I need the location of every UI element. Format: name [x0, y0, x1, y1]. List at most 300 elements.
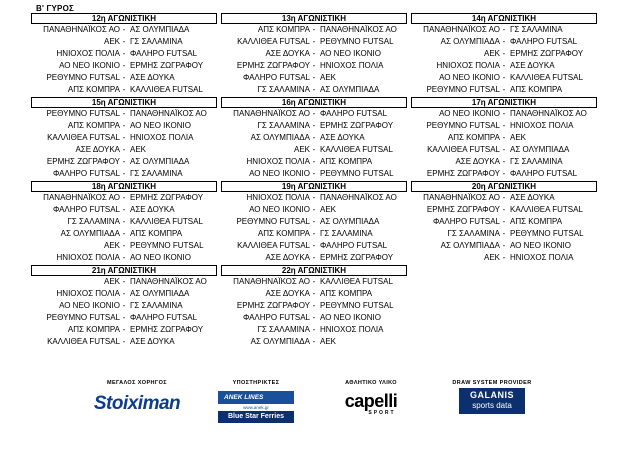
- away-team: ΦΑΛΗΡΟ FUTSAL: [320, 109, 388, 118]
- match-row: [31, 144, 217, 156]
- away-team: ΠΑΝΑΘΗΝΑΪΚΟΣ ΑΟ: [130, 109, 207, 118]
- match-row: [411, 204, 597, 216]
- away-team: ΦΑΛΗΡΟ FUTSAL: [510, 37, 578, 46]
- match-row: [411, 192, 597, 204]
- away-team: ΦΑΛΗΡΟ FUTSAL: [510, 169, 578, 178]
- match-separator: -: [122, 169, 126, 178]
- matchday-block: [31, 13, 217, 96]
- match-row: [31, 228, 217, 240]
- matchday-title: 21η ΑΓΩΝΙΣΤΙΚΗ: [31, 265, 217, 276]
- match-separator: -: [312, 217, 316, 226]
- match-row: [31, 72, 217, 84]
- away-team: ΕΡΜΗΣ ΖΩΓΡΑΦΟΥ: [510, 49, 584, 58]
- match-separator: -: [502, 85, 506, 94]
- home-team: ΠΑΝΑΘΗΝΑΪΚΟΣ ΑΟ: [43, 25, 120, 34]
- away-team: ΦΑΛΗΡΟ FUTSAL: [320, 241, 388, 250]
- away-team: ΡΕΘΥΜΝΟ FUTSAL: [130, 241, 204, 250]
- match-separator: -: [122, 49, 126, 58]
- away-team: ΕΡΜΗΣ ΖΩΓΡΑΦΟΥ: [320, 121, 394, 130]
- match-separator: -: [312, 205, 316, 214]
- home-team: ΓΣ ΣΑΛΑΜΙΝΑ: [257, 325, 310, 334]
- match-row: [221, 240, 407, 252]
- home-team: ΑΠΣ ΚΟΜΠΡΑ: [257, 229, 310, 238]
- match-separator: -: [122, 241, 126, 250]
- home-team: ΗΝΙΟΧΟΣ ΠΟΛΙΑ: [56, 289, 120, 298]
- supporters-caption: ΥΠΟΣΤΗΡΙΚΤΕΣ: [232, 380, 280, 386]
- home-team: ΑΣΕ ΔΟΥΚΑ: [455, 157, 500, 166]
- home-team: ΑΟ ΝΕΟ ΙΚΟΝΙΟ: [59, 61, 120, 70]
- away-team: ΑΟ ΝΕΟ ΙΚΟΝΙΟ: [510, 241, 571, 250]
- home-team: ΕΡΜΗΣ ΖΩΓΡΑΦΟΥ: [426, 169, 500, 178]
- matchday-block: [31, 181, 217, 264]
- away-team: ΑΕΚ: [320, 73, 337, 82]
- home-team: ΑΣΕ ΔΟΥΚΑ: [265, 49, 310, 58]
- home-team: ΓΣ ΣΑΛΑΜΙΝΑ: [257, 121, 310, 130]
- away-team: ΑΣ ΟΛΥΜΠΙΑΔΑ: [130, 289, 190, 298]
- matchday-block: [31, 265, 217, 348]
- home-team: ΠΑΝΑΘΗΝΑΪΚΟΣ ΑΟ: [423, 193, 500, 202]
- match-row: [31, 324, 217, 336]
- match-separator: -: [502, 73, 506, 82]
- match-separator: -: [502, 205, 506, 214]
- match-separator: -: [122, 157, 126, 166]
- away-team: ΓΣ ΣΑΛΑΜΙΝΑ: [320, 229, 373, 238]
- galanis-logo-sub: sports data: [472, 401, 512, 410]
- matchday-block: [411, 181, 597, 264]
- home-team: ΑΣ ΟΛΥΜΠΙΑΔΑ: [250, 337, 310, 346]
- matchday-title: 15η ΑΓΩΝΙΣΤΙΚΗ: [31, 97, 217, 108]
- matchday-title: 20η ΑΓΩΝΙΣΤΙΚΗ: [411, 181, 597, 192]
- home-team: ΗΝΙΟΧΟΣ ΠΟΛΙΑ: [246, 193, 310, 202]
- home-team: ΑΠΣ ΚΟΜΠΡΑ: [67, 121, 120, 130]
- away-team: ΦΑΛΗΡΟ FUTSAL: [130, 313, 198, 322]
- match-row: [221, 312, 407, 324]
- match-row: [411, 24, 597, 36]
- match-row: [221, 216, 407, 228]
- match-separator: -: [312, 49, 316, 58]
- match-row: [411, 156, 597, 168]
- draw-provider-caption: DRAW SYSTEM PROVIDER: [452, 380, 532, 386]
- away-team: ΑΕΚ: [130, 145, 147, 154]
- match-row: [221, 276, 407, 288]
- home-team: ΑΣΕ ΔΟΥΚΑ: [265, 253, 310, 262]
- home-team: ΡΕΘΥΜΝΟ FUTSAL: [236, 217, 310, 226]
- match-row: [31, 336, 217, 348]
- away-team: ΑΣ ΟΛΥΜΠΙΑΔΑ: [320, 217, 380, 226]
- galanis-logo-name: GALANIS: [470, 390, 514, 400]
- away-team: ΑΕΚ: [320, 337, 337, 346]
- away-team: ΕΡΜΗΣ ΖΩΓΡΑΦΟΥ: [130, 325, 204, 334]
- home-team: ΑΣ ΟΛΥΜΠΙΑΔΑ: [440, 241, 500, 250]
- match-row: [221, 324, 407, 336]
- away-team: ΑΠΣ ΚΟΜΠΡΑ: [130, 229, 183, 238]
- home-team: ΦΑΛΗΡΟ FUTSAL: [242, 73, 310, 82]
- match-separator: -: [312, 193, 316, 202]
- matchday-block: [31, 97, 217, 180]
- away-team: ΗΝΙΟΧΟΣ ΠΟΛΙΑ: [320, 61, 384, 70]
- match-row: [221, 60, 407, 72]
- away-team: ΑΠΣ ΚΟΜΠΡΑ: [510, 217, 563, 226]
- away-team: ΑΣΕ ΔΟΥΚΑ: [130, 337, 175, 346]
- match-row: [31, 60, 217, 72]
- home-team: ΑΕΚ: [103, 37, 120, 46]
- anek-lines-logo: ANEK LINES: [218, 391, 294, 404]
- match-row: [411, 132, 597, 144]
- match-separator: -: [502, 133, 506, 142]
- home-team: ΦΑΛΗΡΟ FUTSAL: [52, 169, 120, 178]
- away-team: ΑΟ ΝΕΟ ΙΚΟΝΙΟ: [130, 121, 191, 130]
- home-team: ΑΟ ΝΕΟ ΙΚΟΝΙΟ: [439, 109, 500, 118]
- match-separator: -: [312, 229, 316, 238]
- home-team: ΕΡΜΗΣ ΖΩΓΡΑΦΟΥ: [46, 157, 120, 166]
- home-team: ΚΑΛΛΙΘΕΑ FUTSAL: [47, 133, 120, 142]
- supporters: [208, 380, 304, 423]
- away-team: ΕΡΜΗΣ ΖΩΓΡΑΦΟΥ: [130, 61, 204, 70]
- match-row: [221, 336, 407, 348]
- home-team: ΑΣ ΟΛΥΜΠΙΑΔΑ: [250, 133, 310, 142]
- match-row: [31, 288, 217, 300]
- match-separator: -: [122, 109, 126, 118]
- match-row: [221, 72, 407, 84]
- away-team: ΗΝΙΟΧΟΣ ΠΟΛΙΑ: [320, 325, 384, 334]
- home-team: ΚΑΛΛΙΘΕΑ FUTSAL: [237, 37, 310, 46]
- away-team: ΕΡΜΗΣ ΖΩΓΡΑΦΟΥ: [130, 193, 204, 202]
- away-team: ΑΣ ΟΛΥΜΠΙΑΔΑ: [130, 25, 190, 34]
- home-team: ΡΕΘΥΜΝΟ FUTSAL: [46, 313, 120, 322]
- match-separator: -: [502, 193, 506, 202]
- match-separator: -: [122, 277, 126, 286]
- match-separator: -: [312, 301, 316, 310]
- match-row: [411, 252, 597, 264]
- match-separator: -: [502, 253, 506, 262]
- home-team: ΠΑΝΑΘΗΝΑΪΚΟΣ ΑΟ: [233, 109, 310, 118]
- away-team: ΚΑΛΛΙΘΕΑ FUTSAL: [510, 205, 583, 214]
- home-team: ΡΕΘΥΜΝΟ FUTSAL: [426, 121, 500, 130]
- home-team: ΑΟ ΝΕΟ ΙΚΟΝΙΟ: [59, 301, 120, 310]
- away-team: ΕΡΜΗΣ ΖΩΓΡΑΦΟΥ: [320, 253, 394, 262]
- match-separator: -: [502, 241, 506, 250]
- match-row: [221, 24, 407, 36]
- home-team: ΓΣ ΣΑΛΑΜΙΝΑ: [67, 217, 120, 226]
- match-separator: -: [122, 133, 126, 142]
- away-team: ΑΣ ΟΛΥΜΠΙΑΔΑ: [130, 157, 190, 166]
- match-row: [411, 60, 597, 72]
- away-team: ΚΑΛΛΙΘΕΑ FUTSAL: [130, 217, 203, 226]
- match-separator: -: [502, 145, 506, 154]
- home-team: ΑΕΚ: [103, 277, 120, 286]
- away-team: ΠΑΝΑΘΗΝΑΪΚΟΣ ΑΟ: [320, 25, 397, 34]
- match-separator: -: [312, 61, 316, 70]
- home-team: ΦΑΛΗΡΟ FUTSAL: [52, 205, 120, 214]
- matchday-title: 18η ΑΓΩΝΙΣΤΙΚΗ: [31, 181, 217, 192]
- match-separator: -: [312, 157, 316, 166]
- away-team: ΚΑΛΛΙΘΕΑ FUTSAL: [320, 145, 393, 154]
- home-team: ΦΑΛΗΡΟ FUTSAL: [432, 217, 500, 226]
- home-team: ΗΝΙΟΧΟΣ ΠΟΛΙΑ: [436, 61, 500, 70]
- match-row: [411, 144, 597, 156]
- matchday-block: [221, 181, 407, 264]
- home-team: ΑΠΣ ΚΟΜΠΡΑ: [67, 325, 120, 334]
- match-row: [221, 204, 407, 216]
- home-team: ΠΑΝΑΘΗΝΑΪΚΟΣ ΑΟ: [43, 193, 120, 202]
- match-separator: -: [312, 169, 316, 178]
- draw-provider: [444, 380, 540, 414]
- match-row: [221, 108, 407, 120]
- match-row: [221, 144, 407, 156]
- matchday-title: 19η ΑΓΩΝΙΣΤΙΚΗ: [221, 181, 407, 192]
- home-team: ΓΣ ΣΑΛΑΜΙΝΑ: [447, 229, 500, 238]
- matchday-block: [411, 13, 597, 96]
- match-row: [221, 288, 407, 300]
- match-row: [411, 36, 597, 48]
- away-team: ΑΠΣ ΚΟΜΠΡΑ: [510, 85, 563, 94]
- anek-website: www.anek.gr: [243, 405, 269, 410]
- match-row: [221, 168, 407, 180]
- match-separator: -: [312, 25, 316, 34]
- match-separator: -: [122, 85, 126, 94]
- home-team: ΑΕΚ: [103, 241, 120, 250]
- away-team: ΚΑΛΛΙΘΕΑ FUTSAL: [510, 73, 583, 82]
- home-team: ΗΝΙΟΧΟΣ ΠΟΛΙΑ: [56, 253, 120, 262]
- match-row: [221, 120, 407, 132]
- home-team: ΕΡΜΗΣ ΖΩΓΡΑΦΟΥ: [236, 61, 310, 70]
- match-row: [411, 84, 597, 96]
- away-team: ΗΝΙΟΧΟΣ ΠΟΛΙΑ: [510, 253, 574, 262]
- away-team: ΑΣΕ ΔΟΥΚΑ: [510, 61, 555, 70]
- home-team: ΑΕΚ: [483, 253, 500, 262]
- home-team: ΚΑΛΛΙΘΕΑ FUTSAL: [237, 241, 310, 250]
- match-separator: -: [312, 145, 316, 154]
- home-team: ΑΟ ΝΕΟ ΙΚΟΝΙΟ: [249, 169, 310, 178]
- match-row: [31, 24, 217, 36]
- home-team: ΡΕΘΥΜΝΟ FUTSAL: [426, 85, 500, 94]
- away-team: ΑΕΚ: [320, 205, 337, 214]
- away-team: ΦΑΛΗΡΟ FUTSAL: [130, 49, 198, 58]
- away-team: ΑΕΚ: [510, 133, 527, 142]
- match-separator: -: [122, 193, 126, 202]
- away-team: ΓΣ ΣΑΛΑΜΙΝΑ: [130, 37, 183, 46]
- match-separator: -: [502, 25, 506, 34]
- away-team: ΓΣ ΣΑΛΑΜΙΝΑ: [510, 157, 563, 166]
- match-separator: -: [502, 49, 506, 58]
- away-team: ΓΣ ΣΑΛΑΜΙΝΑ: [130, 301, 183, 310]
- match-separator: -: [502, 61, 506, 70]
- match-row: [31, 120, 217, 132]
- away-team: ΗΝΙΟΧΟΣ ΠΟΛΙΑ: [510, 121, 574, 130]
- home-team: ΑΣΕ ΔΟΥΚΑ: [75, 145, 120, 154]
- home-team: ΑΠΣ ΚΟΜΠΡΑ: [67, 85, 120, 94]
- away-team: ΠΑΝΑΘΗΝΑΪΚΟΣ ΑΟ: [510, 109, 587, 118]
- match-separator: -: [502, 229, 506, 238]
- match-separator: -: [312, 133, 316, 142]
- away-team: ΑΣ ΟΛΥΜΠΙΑΔΑ: [510, 145, 570, 154]
- match-separator: -: [502, 157, 506, 166]
- away-team: ΑΟ ΝΕΟ ΙΚΟΝΙΟ: [130, 253, 191, 262]
- match-separator: -: [502, 217, 506, 226]
- match-separator: -: [502, 169, 506, 178]
- match-row: [31, 276, 217, 288]
- match-row: [31, 132, 217, 144]
- away-team: ΠΑΝΑΘΗΝΑΪΚΟΣ ΑΟ: [130, 277, 207, 286]
- match-row: [411, 120, 597, 132]
- match-row: [221, 132, 407, 144]
- match-row: [31, 108, 217, 120]
- matchday-title: 14η ΑΓΩΝΙΣΤΙΚΗ: [411, 13, 597, 24]
- match-row: [411, 108, 597, 120]
- match-separator: -: [122, 205, 126, 214]
- match-separator: -: [122, 337, 126, 346]
- match-row: [31, 300, 217, 312]
- match-separator: -: [502, 37, 506, 46]
- away-team: ΑΟ ΝΕΟ ΙΚΟΝΙΟ: [320, 49, 381, 58]
- match-separator: -: [312, 37, 316, 46]
- away-team: ΚΑΛΛΙΘΕΑ FUTSAL: [320, 277, 393, 286]
- away-team: ΑΠΣ ΚΟΜΠΡΑ: [320, 289, 373, 298]
- away-team: ΗΝΙΟΧΟΣ ΠΟΛΙΑ: [130, 133, 194, 142]
- home-team: ΓΣ ΣΑΛΑΜΙΝΑ: [257, 85, 310, 94]
- home-team: ΚΑΛΛΙΘΕΑ FUTSAL: [427, 145, 500, 154]
- capelli-logo-sub: SPORT: [368, 410, 396, 416]
- match-separator: -: [122, 73, 126, 82]
- matchday-title: 13η ΑΓΩΝΙΣΤΙΚΗ: [221, 13, 407, 24]
- match-separator: -: [502, 121, 506, 130]
- match-row: [31, 156, 217, 168]
- match-separator: -: [122, 289, 126, 298]
- blue-star-ferries-logo: Blue Star Ferries: [218, 411, 294, 423]
- match-separator: -: [312, 109, 316, 118]
- away-team: ΡΕΘΥΜΝΟ FUTSAL: [510, 229, 584, 238]
- match-separator: -: [312, 121, 316, 130]
- home-team: ΦΑΛΗΡΟ FUTSAL: [242, 313, 310, 322]
- main-sponsor: [82, 380, 192, 415]
- away-team: ΑΣ ΟΛΥΜΠΙΑΔΑ: [320, 85, 380, 94]
- home-team: ΗΝΙΟΧΟΣ ΠΟΛΙΑ: [56, 49, 120, 58]
- galanis-logo: [459, 388, 525, 414]
- matchday-title: 22η ΑΓΩΝΙΣΤΙΚΗ: [221, 265, 407, 276]
- away-team: ΚΑΛΛΙΘΕΑ FUTSAL: [130, 85, 203, 94]
- match-separator: -: [312, 337, 316, 346]
- match-separator: -: [312, 277, 316, 286]
- kit-sponsor-caption: ΑΘΛΗΤΙΚΟ ΥΛΙΚΟ: [345, 380, 397, 386]
- match-row: [411, 228, 597, 240]
- match-row: [31, 84, 217, 96]
- matchday-block: [411, 97, 597, 180]
- home-team: ΕΡΜΗΣ ΖΩΓΡΑΦΟΥ: [236, 301, 310, 310]
- away-team: ΓΣ ΣΑΛΑΜΙΝΑ: [130, 169, 183, 178]
- match-row: [221, 36, 407, 48]
- away-team: ΡΕΘΥΜΝΟ FUTSAL: [320, 37, 394, 46]
- match-row: [31, 312, 217, 324]
- match-row: [31, 192, 217, 204]
- away-team: ΓΣ ΣΑΛΑΜΙΝΑ: [510, 25, 563, 34]
- home-team: ΠΑΝΑΘΗΝΑΪΚΟΣ ΑΟ: [423, 25, 500, 34]
- home-team: ΚΑΛΛΙΘΕΑ FUTSAL: [47, 337, 120, 346]
- matchday-title: 17η ΑΓΩΝΙΣΤΙΚΗ: [411, 97, 597, 108]
- match-separator: -: [312, 241, 316, 250]
- main-sponsor-caption: ΜΕΓΑΛΟΣ ΧΟΡΗΓΟΣ: [106, 380, 168, 386]
- capelli-logo: capelli: [344, 391, 398, 411]
- home-team: ΑΟ ΝΕΟ ΙΚΟΝΙΟ: [249, 205, 310, 214]
- away-team: ΑΟ ΝΕΟ ΙΚΟΝΙΟ: [320, 313, 381, 322]
- match-separator: -: [122, 301, 126, 310]
- matchday-block: [221, 13, 407, 96]
- match-row: [31, 252, 217, 264]
- match-row: [31, 204, 217, 216]
- match-separator: -: [122, 37, 126, 46]
- match-separator: -: [122, 313, 126, 322]
- match-row: [31, 240, 217, 252]
- sponsors-bar: [0, 380, 630, 451]
- away-team: ΑΣΕ ΔΟΥΚΑ: [130, 73, 175, 82]
- home-team: ΑΕΚ: [293, 145, 310, 154]
- home-team: ΑΣ ΟΛΥΜΠΙΑΔΑ: [60, 229, 120, 238]
- match-row: [411, 216, 597, 228]
- match-row: [221, 228, 407, 240]
- match-row: [411, 240, 597, 252]
- match-separator: -: [122, 25, 126, 34]
- match-separator: -: [312, 85, 316, 94]
- match-separator: -: [502, 109, 506, 118]
- match-row: [31, 168, 217, 180]
- away-team: ΡΕΘΥΜΝΟ FUTSAL: [320, 301, 394, 310]
- match-row: [221, 84, 407, 96]
- match-separator: -: [312, 73, 316, 82]
- away-team: ΡΕΘΥΜΝΟ FUTSAL: [320, 169, 394, 178]
- matchday-title: 12η ΑΓΩΝΙΣΤΙΚΗ: [31, 13, 217, 24]
- matchday-block: [221, 265, 407, 348]
- match-separator: -: [122, 217, 126, 226]
- home-team: ΑΠΣ ΚΟΜΠΡΑ: [257, 25, 310, 34]
- match-row: [31, 216, 217, 228]
- match-separator: -: [122, 145, 126, 154]
- matchday-block: [221, 97, 407, 180]
- match-row: [411, 48, 597, 60]
- match-separator: -: [312, 253, 316, 262]
- match-row: [221, 48, 407, 60]
- match-row: [31, 48, 217, 60]
- home-team: ΡΕΘΥΜΝΟ FUTSAL: [46, 109, 120, 118]
- match-separator: -: [122, 325, 126, 334]
- away-team: ΑΣΕ ΔΟΥΚΑ: [320, 133, 365, 142]
- away-team: ΑΣΕ ΔΟΥΚΑ: [130, 205, 175, 214]
- match-separator: -: [312, 289, 316, 298]
- match-row: [221, 156, 407, 168]
- away-team: ΠΑΝΑΘΗΝΑΪΚΟΣ ΑΟ: [320, 193, 397, 202]
- match-separator: -: [312, 325, 316, 334]
- home-team: ΡΕΘΥΜΝΟ FUTSAL: [46, 73, 120, 82]
- match-row: [411, 72, 597, 84]
- home-team: ΑΕΚ: [483, 49, 500, 58]
- away-team: ΑΣΕ ΔΟΥΚΑ: [510, 193, 555, 202]
- kit-sponsor: [326, 380, 416, 416]
- matchday-title: 16η ΑΓΩΝΙΣΤΙΚΗ: [221, 97, 407, 108]
- home-team: ΑΣΕ ΔΟΥΚΑ: [265, 289, 310, 298]
- round-title: Β' ΓΥΡΟΣ: [36, 4, 75, 13]
- match-row: [221, 252, 407, 264]
- match-row: [221, 192, 407, 204]
- stoiximan-logo: Stoiximan: [93, 393, 181, 414]
- home-team: ΑΟ ΝΕΟ ΙΚΟΝΙΟ: [439, 73, 500, 82]
- away-team: ΑΠΣ ΚΟΜΠΡΑ: [320, 157, 373, 166]
- match-row: [221, 300, 407, 312]
- home-team: ΗΝΙΟΧΟΣ ΠΟΛΙΑ: [246, 157, 310, 166]
- match-separator: -: [122, 61, 126, 70]
- match-separator: -: [312, 313, 316, 322]
- home-team: ΑΣ ΟΛΥΜΠΙΑΔΑ: [440, 37, 500, 46]
- home-team: ΑΠΣ ΚΟΜΠΡΑ: [447, 133, 500, 142]
- match-separator: -: [122, 229, 126, 238]
- match-separator: -: [122, 253, 126, 262]
